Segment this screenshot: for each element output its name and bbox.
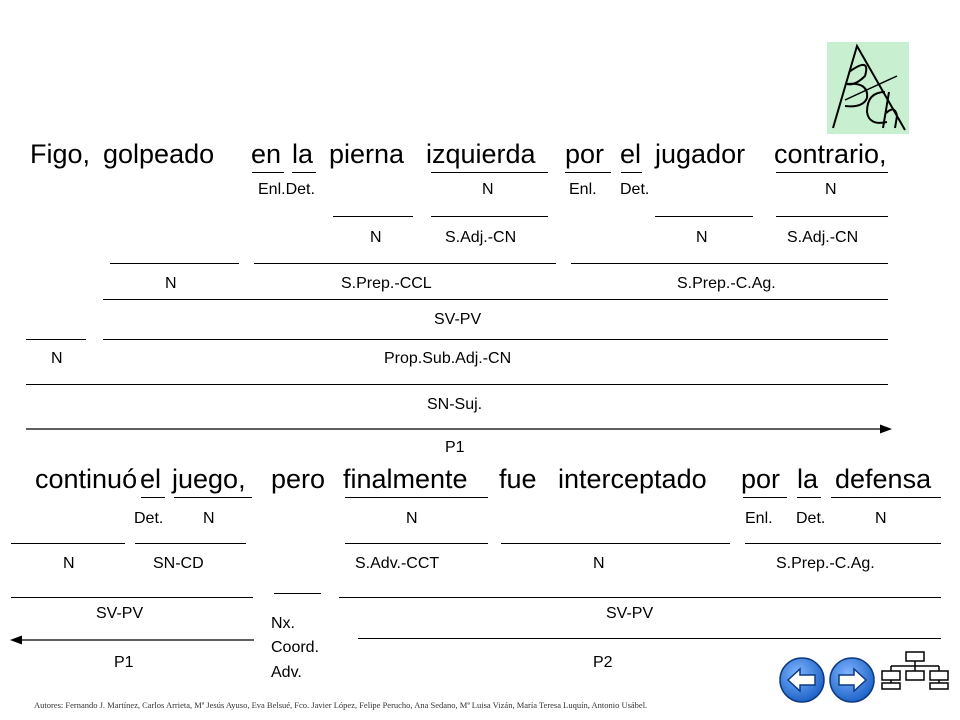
word-el: el <box>140 464 162 494</box>
underline <box>431 172 548 173</box>
word-pierna: pierna <box>329 139 405 169</box>
label-sadj-cn: S.Adj.-CN <box>445 229 517 246</box>
label-sn-cd: SN-CD <box>153 555 204 572</box>
word-por: por <box>741 464 781 494</box>
word-juego: juego, <box>172 464 246 494</box>
label-p1: P1 <box>114 654 134 671</box>
word-figo: Figo, <box>30 139 91 169</box>
word-el: el <box>620 139 642 169</box>
arrow-left-icon <box>778 656 826 704</box>
label-enl-det: Enl.Det. <box>258 181 315 198</box>
underline <box>745 543 941 544</box>
label-n: N <box>203 510 215 527</box>
word-defensa: defensa <box>835 464 932 494</box>
label-nx-coord-adv: Coord. <box>271 639 320 656</box>
label-prop-sub-adj: Prop.Sub.Adj.-CN <box>384 350 512 367</box>
sitemap-icon <box>880 650 952 690</box>
label-sv-pv: SV-PV <box>434 311 482 328</box>
label-nx-coord-adv: Adv. <box>271 664 302 681</box>
credits: Autores: Fernando J. Martínez, Carlos Arrieta, Mª Jesús Ayuso, Eva Belsué, Fco. Javier López, Felipe Perucho, Ana Sedano, Mª Luisa Vizán, María Teresa Luquín, Antonio Usábel. <box>34 700 648 710</box>
underline <box>797 497 821 498</box>
label-p1: P1 <box>445 439 465 456</box>
underline <box>26 339 86 340</box>
label-n: N <box>165 275 177 292</box>
logo <box>827 42 909 134</box>
underline <box>274 593 321 594</box>
underline <box>110 263 239 264</box>
underline <box>174 497 252 498</box>
underline <box>254 263 556 264</box>
underline <box>776 172 888 173</box>
underline <box>339 597 941 598</box>
label-n: N <box>63 555 75 572</box>
underline <box>292 172 316 173</box>
label-n: N <box>875 510 887 527</box>
word-jugador: jugador <box>655 139 746 169</box>
index-button[interactable] <box>880 650 952 690</box>
word-la: la <box>292 139 314 169</box>
underline <box>252 172 284 173</box>
label-sadv-cct: S.Adv.-CCT <box>355 555 440 572</box>
underline <box>103 339 888 340</box>
underline <box>358 638 941 639</box>
word-contrario: contrario, <box>774 139 887 169</box>
label-sprep-ccl: S.Prep.-CCL <box>341 275 432 292</box>
label-n: N <box>406 510 418 527</box>
word-la: la <box>797 464 819 494</box>
underline <box>103 299 888 300</box>
underline <box>776 216 888 217</box>
label-sn-suj: SN-Suj. <box>427 396 483 413</box>
label-n: N <box>825 181 837 198</box>
arrow-right-icon <box>828 656 876 704</box>
word-continuo: continuó <box>35 464 138 494</box>
label-n: N <box>696 229 708 246</box>
underline <box>831 497 941 498</box>
underline <box>333 216 413 217</box>
logo-graphic <box>827 42 909 134</box>
label-sv-pv: SV-PV <box>96 605 144 622</box>
underline <box>655 216 753 217</box>
underline <box>621 172 642 173</box>
arrow-right-p1 <box>24 422 894 436</box>
arrow-left-p1 <box>8 633 258 647</box>
underline <box>11 597 253 598</box>
label-n: N <box>51 350 63 367</box>
label-n: N <box>370 229 382 246</box>
word-finalmente: finalmente <box>343 464 468 494</box>
label-n: N <box>593 555 605 572</box>
underline <box>345 543 488 544</box>
underline <box>565 172 611 173</box>
label-det: Det. <box>620 181 650 198</box>
underline <box>135 543 246 544</box>
underline <box>431 216 548 217</box>
label-nx-coord-adv: Nx. <box>271 615 295 632</box>
label-sv-pv: SV-PV <box>606 605 654 622</box>
word-golpeado: golpeado <box>103 139 215 169</box>
underline <box>26 384 888 385</box>
label-det: Det. <box>796 510 826 527</box>
forward-button[interactable] <box>828 656 876 704</box>
underline <box>501 543 730 544</box>
underline <box>141 497 165 498</box>
label-sprep-cag: S.Prep.-C.Ag. <box>776 555 875 572</box>
underline <box>571 263 888 264</box>
label-p2: P2 <box>593 654 613 671</box>
label-sprep-cag: S.Prep.-C.Ag. <box>677 275 776 292</box>
underline <box>345 497 488 498</box>
word-fue: fue <box>499 464 537 494</box>
back-button[interactable] <box>778 656 826 704</box>
word-interceptado: interceptado <box>558 464 707 494</box>
label-enl: Enl. <box>569 181 597 198</box>
underline <box>11 543 125 544</box>
word-izquierda: izquierda <box>426 139 536 169</box>
label-sadj-cn: S.Adj.-CN <box>787 229 859 246</box>
word-en: en <box>251 139 282 169</box>
label-det: Det. <box>134 510 164 527</box>
word-por: por <box>565 139 605 169</box>
word-pero: pero <box>271 464 326 494</box>
underline <box>743 497 787 498</box>
label-n: N <box>482 181 494 198</box>
label-enl: Enl. <box>745 510 773 527</box>
